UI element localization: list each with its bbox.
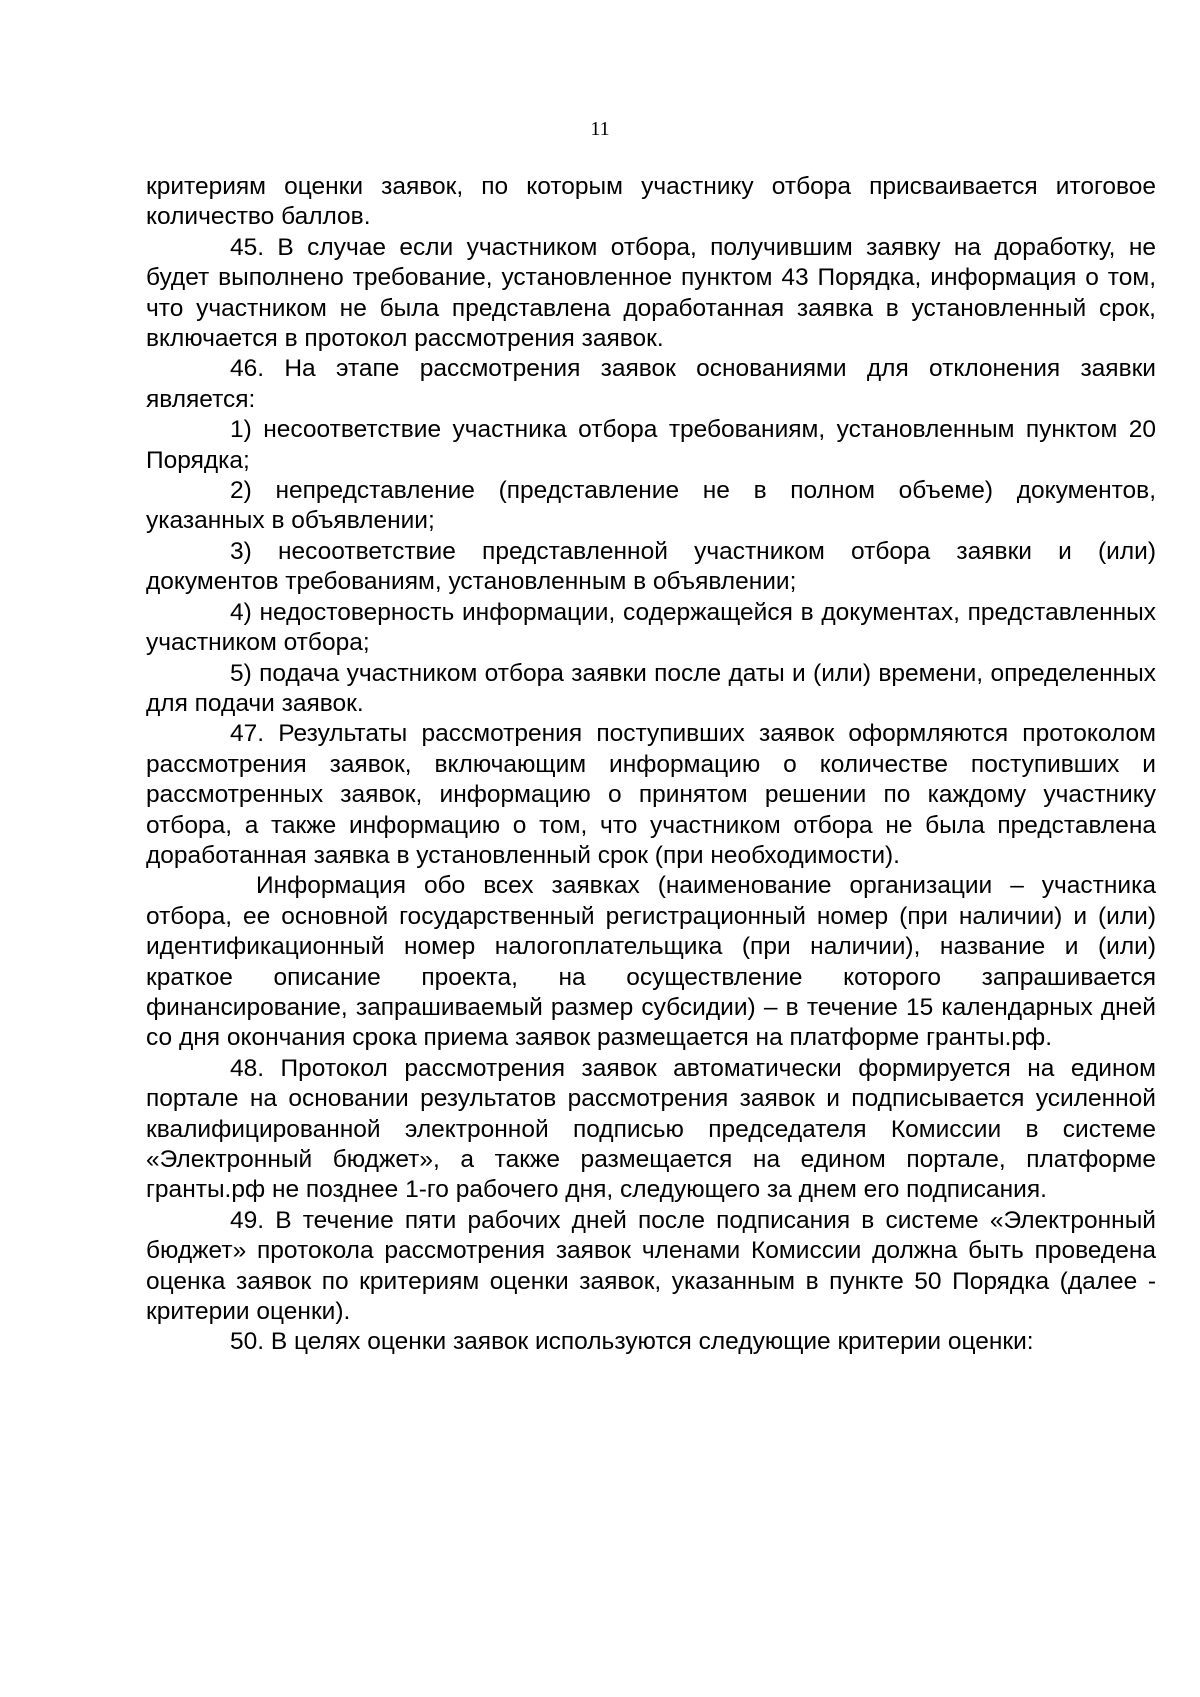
page-number: 11 <box>590 118 610 140</box>
paragraph-continuation: критериям оценки заявок, по которым участнику отбора присваивается итоговое количество баллов. <box>146 173 1156 231</box>
document-body <box>146 172 1156 1358</box>
paragraph-50: 50. В целях оценки заявок используются следующие критерии оценки: <box>230 1328 1034 1356</box>
paragraph-46-item-1: 1) несоответствие участника отбора требованиям, установленным пунктом 20 Порядка; <box>146 416 1156 474</box>
paragraph-45: 45. В случае если участником отбора, получившим заявку на доработку, не будет выполнено требование, установленное пунктом 43 Порядка, информация о том, что участником не была представлена доработанная заявка в установленный срок, включается в протокол рассмотрения заявок. <box>146 233 1156 353</box>
paragraph-46: 46. На этапе рассмотрения заявок основаниями для отклонения заявки является: <box>146 355 1156 413</box>
paragraph-46-item-3: 3) несоответствие представленной участником отбора заявки и (или) документов требованиям, установленным в объявлении; <box>146 537 1156 596</box>
paragraph-46-item-2: 2) непредставление (представление не в полном объеме) документов, указанных в объявлении; <box>146 477 1156 535</box>
paragraph-47: 47. Результаты рассмотрения поступивших заявок оформляются протоколом рассмотрения заявок, включающим информацию о количестве поступивших и рассмотренных заявок, информацию о принятом решении по каждому участнику отбора, а также информацию о том, что участником отбора не была представлена доработанная заявка в установленный срок (при необходимости). <box>146 720 1156 869</box>
paragraph-46-item-4: 4) недостоверность информации, содержащейся в документах, представленных участником отбора; <box>146 598 1156 657</box>
paragraph-46-item-5: 5) подача участником отбора заявки после даты и (или) времени, определенных для подачи заявок. <box>146 659 1156 717</box>
paragraph-48: 48. Протокол рассмотрения заявок автоматически формируется на едином портале на основании результатов рассмотрения заявок и подписывается усиленной квалифицированной электронной подписью председателя Комиссии в системе «Электронный бюджет», а также размещается на едином портале, платформе гранты.рф не позднее 1-го рабочего дня, следующего за днем его подписания. <box>146 1054 1156 1204</box>
paragraph-49: 49. В течение пяти рабочих дней после подписания в системе «Электронный бюджет» протокола рассмотрения заявок членами Комиссии должна быть проведена оценка заявок по критериям оценки заявок, указанным в пункте 50 Порядка (далее - критерии оценки). <box>146 1206 1156 1326</box>
paragraph-47-info: Информация обо всех заявках (наименование организации – участника отбора, ее основной государственный регистрационный номер (при наличии) и (или) идентификационный номер налогоплательщика (при наличии), название и (или) краткое описание проекта, на осуществление которого запрашивается финансирование, запрашиваемый размер субсидии) – в течение 15 календарных дней со дня окончания срока приема заявок размещается на платформе гранты.рф. <box>146 872 1156 1052</box>
